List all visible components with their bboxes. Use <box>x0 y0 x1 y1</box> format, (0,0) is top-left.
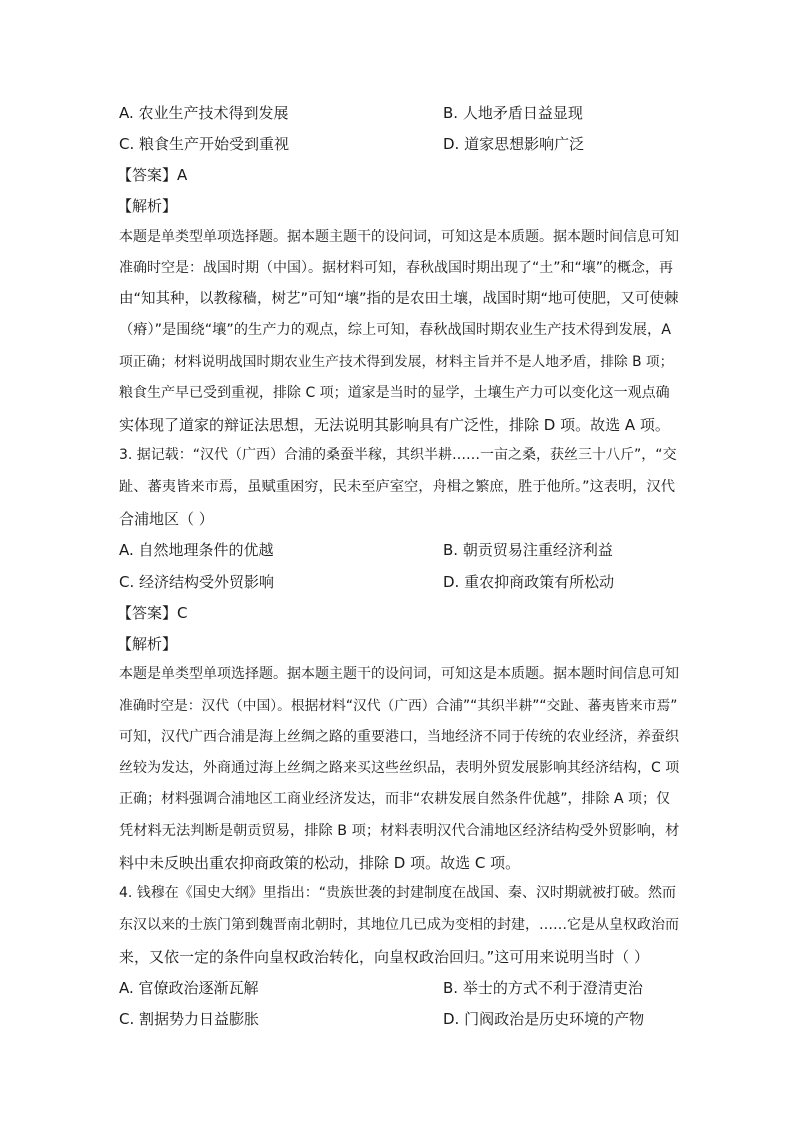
q4-stem-line: 来，又依一定的条件向皇权政治转化，向皇权政治回归。”这可用来说明当时（ ） <box>119 948 650 966</box>
q4-stem-line: 4. 钱穆在《国史大纲》里指出：“贵族世袭的封建制度在战国、秦、汉时期就被打破。然而 <box>119 885 677 901</box>
q2-option-c: C. 粮食生产开始受到重视 <box>119 135 290 153</box>
q3-analysis-line: 可知，汉代广西合浦是海上丝绸之路的重要港口，当地经济不同于传统的农业经济，养蚕织 <box>119 729 679 745</box>
q2-analysis-line: 本题是单类型单项选择题。据本题主题干的设问词，可知这是本质题。据本题时间信息可知 <box>119 229 679 245</box>
q2-analysis-line: 准确时空是：战国时期（中国）。据材料可知，春秋战国时期出现了“土”和“壤”的概念，再 <box>119 260 674 276</box>
q2-analysis-line: 实体现了道家的辩证法思想，无法说明其影响具有广泛性，排除 D 项。故选 A 项。 <box>119 416 670 434</box>
q2-analysis-line: 由“知其种，以教稼穑，树艺”可知“壤”指的是农田土壤，战国时期“地可使肥，又可使棘 <box>119 291 679 307</box>
q3-option-a: A. 自然地理条件的优越 <box>119 541 274 559</box>
q3-analysis-line: 正确；材料强调合浦地区工商业经济发达，而非“农耕发展自然条件优越”，排除 A 项；仅 <box>119 791 670 807</box>
q3-option-d: D. 重农抑商政策有所松动 <box>443 573 615 591</box>
q3-analysis-line: 丝较为发达，外商通过海上丝绸之路来买这些丝织品，表明外贸发展影响其经济结构，C 项 <box>119 760 680 776</box>
q2-analysis-label: 【解析】 <box>117 197 178 215</box>
q4-option-b: B. 举士的方式不利于澄清吏治 <box>443 979 643 997</box>
q2-option-d: D. 道家思想影响广泛 <box>443 135 585 153</box>
q2-analysis-line: 项正确；材料说明战国时期农业生产技术得到发展，材料主旨并不是人地矛盾，排除 B 项； <box>119 354 674 370</box>
q4-option-c: C. 割据势力日益膨胀 <box>119 1010 260 1028</box>
q3-analysis-line: 料中未反映出重农抑商政策的松动，排除 D 项。故选 C 项。 <box>119 854 521 872</box>
q4-option-a: A. 官僚政治逐渐瓦解 <box>119 979 259 997</box>
q3-option-b: B. 朝贡贸易注重经济利益 <box>443 541 613 559</box>
q3-stem-line: 趾、蕃夷皆来市焉，虽赋重困穷，民未至庐室空，舟楫之繁庶，胜于他所。”这表明，汉代 <box>119 479 676 495</box>
q2-analysis-line: （瘠）”是围绕“壤”的生产力的观点，综上可知，春秋战国时期农业生产技术得到发展，A <box>119 322 672 338</box>
q3-analysis-line: 准确时空是：汉代（中国）。根据材料“汉代（广西）合浦”“其织半耕”“交趾、蕃夷皆来市焉” <box>119 698 678 714</box>
q3-analysis-label: 【解析】 <box>117 635 178 653</box>
q2-analysis-line: 粮食生产早已受到重视，排除 C 项；道家是当时的显学，土壤生产力可以变化这一观点确 <box>119 385 670 401</box>
q2-answer: 【答案】A <box>117 166 188 184</box>
q4-option-d: D. 门阀政治是历史环境的产物 <box>443 1010 645 1028</box>
q3-analysis-line: 本题是单类型单项选择题。据本题主题干的设问词，可知这是本质题。据本题时间信息可知 <box>119 666 679 682</box>
q3-option-c: C. 经济结构受外贸影响 <box>119 573 275 591</box>
q3-stem-line: 3. 据记载：“汉代（广西）合浦的桑蚕半稼，其织半耕……一亩之桑，获丝三十八斤”，“交 <box>119 447 677 463</box>
q3-analysis-line: 凭材料无法判断是朝贡贸易，排除 B 项；材料表明汉代合浦地区经济结构受外贸影响，材 <box>119 823 680 839</box>
q2-option-b: B. 人地矛盾日益显现 <box>443 104 583 122</box>
q3-stem-line: 合浦地区（ ） <box>119 510 214 528</box>
q4-stem-line: 东汉以来的士族门第到魏晋南北朝时，其地位几已成为变相的封建，……它是从皇权政治而 <box>119 917 679 933</box>
q3-answer: 【答案】C <box>117 604 188 622</box>
q2-option-a: A. 农业生产技术得到发展 <box>119 104 289 122</box>
